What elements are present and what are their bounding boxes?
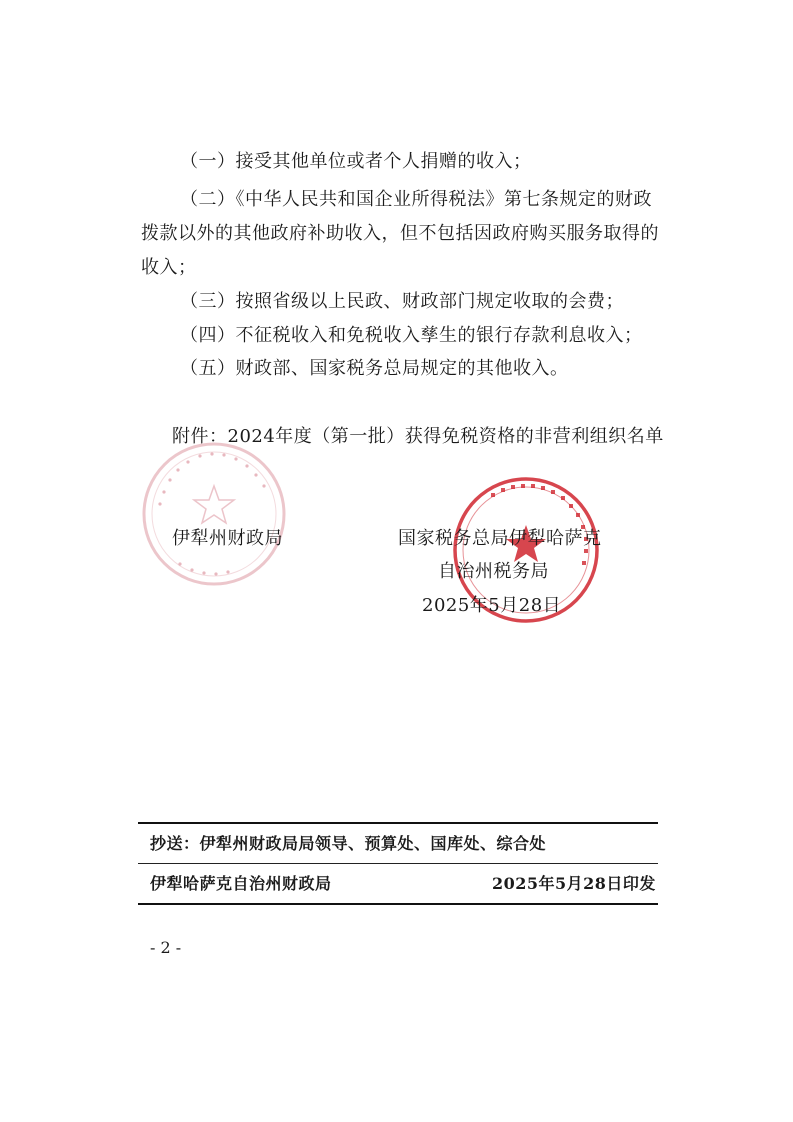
clause-two: （二）《中华人民共和国企业所得税法》第七条规定的财政 [180, 189, 652, 210]
footer-bottom-rule [138, 903, 658, 905]
signature-date: 2025年5月28日 [422, 595, 562, 616]
clause-four: （四）不征税收入和免税收入孳生的银行存款利息收入； [180, 325, 643, 346]
clause-three: （三）按照省级以上民政、财政部门规定收取的会费； [180, 291, 624, 312]
left-official-seal-icon [140, 440, 288, 588]
signature-right-line2: 自治州税务局 [438, 561, 549, 582]
issue-date: 2025年5月28日印发 [492, 874, 656, 893]
signature-right-line1: 国家税务总局伊犁哈萨克 [398, 528, 602, 549]
cc-line: 抄送：伊犁州财政局局领导、预算处、国库处、综合处 [150, 834, 547, 853]
attachment-note: 附件：2024年度（第一批）获得免税资格的非营利组织名单 [172, 426, 664, 447]
signature-left: 伊犁州财政局 [172, 528, 283, 549]
footer-top-rule [138, 822, 658, 824]
clause-five: （五）财政部、国家税务总局规定的其他收入。 [180, 358, 569, 379]
footer-middle-rule [138, 863, 658, 864]
clause-two-end: 收入； [141, 257, 197, 278]
page-number: - 2 - [150, 938, 182, 957]
issuer: 伊犁哈萨克自治州财政局 [150, 874, 332, 893]
clause-two-continued: 拨款以外的其他政府补助收入，但不包括因政府购买服务取得的 [141, 223, 659, 244]
clause-one: （一）接受其他单位或者个人捐赠的收入； [180, 151, 532, 172]
